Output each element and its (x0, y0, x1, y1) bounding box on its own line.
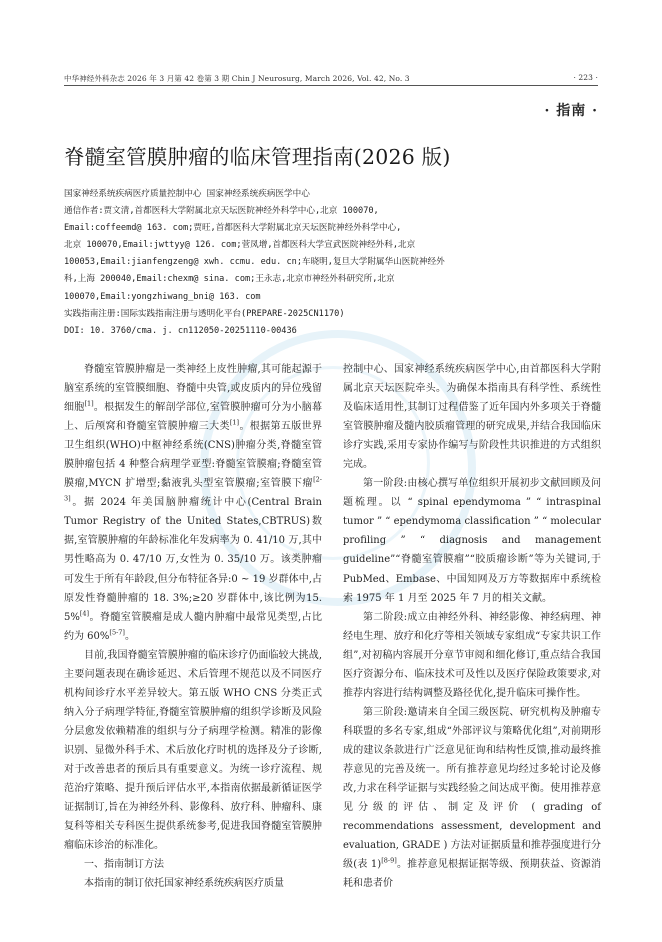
paragraph-stage-three: 第三阶段:邀请来自全国三级医院、研究机构及肿瘤专科联盟的多名专家,组成“外部评议与策略优化组”,对前期形成的建议条款进行广泛意见征询和结构性反馈,推动最终推荐意见的完善及统一。所有推荐意见均经过多轮讨论及修改,力求在科学证据与实践经验之间达成平衡。使用推荐意见分级的评估、制定及评价 ( grading of recommendations assessment, development and evaluation, GRADE ) 方法对证据质量和推荐强度进行分级(表 1)[8-9]。推荐意见根据证据等级、预期获益、资源消耗和患者价 (343, 706, 602, 890)
metadata-line: 北京 100070,Email:jwttyy@ 126. com;菅凤增,首都医科大学宣武医院神经外科,北京 (64, 240, 416, 251)
citation: [1] (84, 399, 94, 408)
citation: [8-9] (381, 856, 397, 865)
paragraph-introduction: 脊髓室管膜肿瘤是一类神经上皮性肿瘤,其可能起源于脑室系统的室管膜细胞、脊髓中央管,或皮质内的异位残留细胞[1]。根据发生的解剖学部位,室管膜肿瘤可分为小脑幕上、后颅窝和脊髓室管膜肿瘤三大类[1]。根据第五版世界卫生组织(WHO)中枢神经系统(CNS)肿瘤分类,脊髓室管膜肿瘤包括 4 种整合病理学亚型:脊髓室管膜瘤;脊髓室管膜瘤,MYCN 扩增型;黏液乳头型室管膜瘤;室管膜下瘤[2-3]。据 2024 年美国脑肿瘤统计中心(Central Brain Tumor Registry of the United States,CBTRUS)数据,室管膜肿瘤的年龄标准化年发病率为 0. 41/10 万,其中男性略高为 0. 47/10 万,女性为 0. 35/10 万。该类肿瘤可发生于所有年龄段,但分布特征各异:0 ~ 19 岁群体中,占原发性脊髓肿瘤的 18. 3%;≥20 岁群体中,该比例为15. 5%[4]。脊髓室管膜瘤是成人髓内肿瘤中最常见类型,占比约为 60%[5-7]。 (64, 364, 323, 642)
citation: [2-3] (64, 475, 322, 503)
metadata-line: Email:coffeemd@ 163. com;贾旺,首都医科大学附属北京天坛医院神经外科学中心, (64, 223, 402, 234)
metadata-line: 100070,Email:yongzhiwang_bni@ 163. com (64, 291, 261, 302)
section-heading-methods: 一、指南制订方法 (84, 859, 164, 871)
citation: [1] (229, 418, 240, 427)
paragraph-stage-two: 第二阶段:成立由神经外科、神经影像、神经病理、神经电生理、放疗和化疗等相关领域专家组成“专家共识工作组”,对初稿内容展开分章节审阅和细化修订,重点结合我国医疗资源分布、临床技术可及性以及医疗保险政策要求,对推荐内容进行结构调整及路径优化,提升临床可操作性。 (343, 611, 601, 699)
running-head-journal: 中华神经外科杂志 2026 年 3 月第 42 卷第 3 期 Chin J Neurosurg, March 2026, Vol. 42, No. 3 (64, 74, 410, 83)
registration-line: 实践指南注册:国际实践指南注册与透明化平台(PREPARE-2025CN1170) (64, 308, 345, 319)
paragraph-stage-one: 第一阶段:由核心撰写单位组织开展初步文献回顾及问题梳理。以 “ spinal ependymoma ” “ intraspinal tumor ” “ ependymoma classification ” “ molecular profiling ” “ diagnosis and management guideline”“脊髓室管膜瘤”“胶质瘤诊断”等为关键词,于 PubMed、Embase、中国知网及万方等数据库中系统检索 1975 年 1 月至 2025 年 7 月的相关文献。 (343, 478, 601, 604)
running-head (64, 73, 598, 84)
article-title: 脊髓室管膜肿瘤的临床管理指南(2026 版) (64, 145, 451, 169)
metadata-line: 国家神经系统疾病医疗质量控制中心 国家神经系统疾病医学中心 (64, 189, 310, 199)
body-column-left (64, 360, 322, 893)
citation: [5-7] (109, 628, 125, 637)
metadata-line: 通信作者:贾文清,首都医科大学附属北京天坛医院神经外科学中心,北京 100070, (64, 206, 379, 217)
metadata-line: 100053,Email:jianfengzeng@ xwh. ccmu. edu. cn;车晓明,复旦大学附属华山医院神经外 (64, 257, 445, 268)
page-number: · 223 · (573, 73, 598, 82)
article-metadata (64, 186, 598, 340)
header-rule (64, 85, 598, 86)
paragraph-current-status: 目前,我国脊髓室管膜肿瘤的临床诊疗仍面临较大挑战,主要问题表现在确诊延迟、术后管理不规范以及不同医疗机构间诊疗水平差异较大。第五版 WHO CNS 分类正式纳入分子病理学特征,脊髓室管膜肿瘤的组织学诊断及风险分层愈发依赖精准的组织与分子病理学检测。精准的影像识别、显微外科手术、术后放化疗时机的选择及分子诊断,对于改善患者的预后具有重要意义。为统一诊疗流程、规范治疗策略、提升预后评估水平,本指南依据最新循证医学证据制订,旨在为神经外科、影像科、放疗科、肿瘤科、康复科等相关专科医生提供系统参考,促进我国脊髓室管膜肿瘤临床诊治的标准化。 (64, 649, 322, 852)
metadata-line: 科,上海 200040,Email:chexm@ sina. com;王永志,北京市神经外科研究所,北京 (64, 274, 395, 285)
paragraph-methods-continued: 控制中心、国家神经系统疾病医学中心,由首都医科大学附属北京天坛医院牵头。为确保本指南具有科学性、系统性及临床适用性,其制订过程借鉴了近年国内外多项关于脊髓室管膜肿瘤及髓内胶质瘤管理的研究成果,并结合我国临床诊疗实践,采用专家协作编写与阶段性共识推进的方式组织完成。 (343, 364, 601, 471)
section-tag: · 指南 · (544, 103, 598, 119)
doi-line: DOI: 10. 3760/cma. j. cn112050-20251110-00436 (64, 325, 297, 336)
body-column-right (343, 360, 601, 893)
citation: [4] (79, 609, 90, 618)
paragraph-methods-intro: 本指南的制订依托国家神经系统疾病医疗质量 (84, 878, 284, 890)
